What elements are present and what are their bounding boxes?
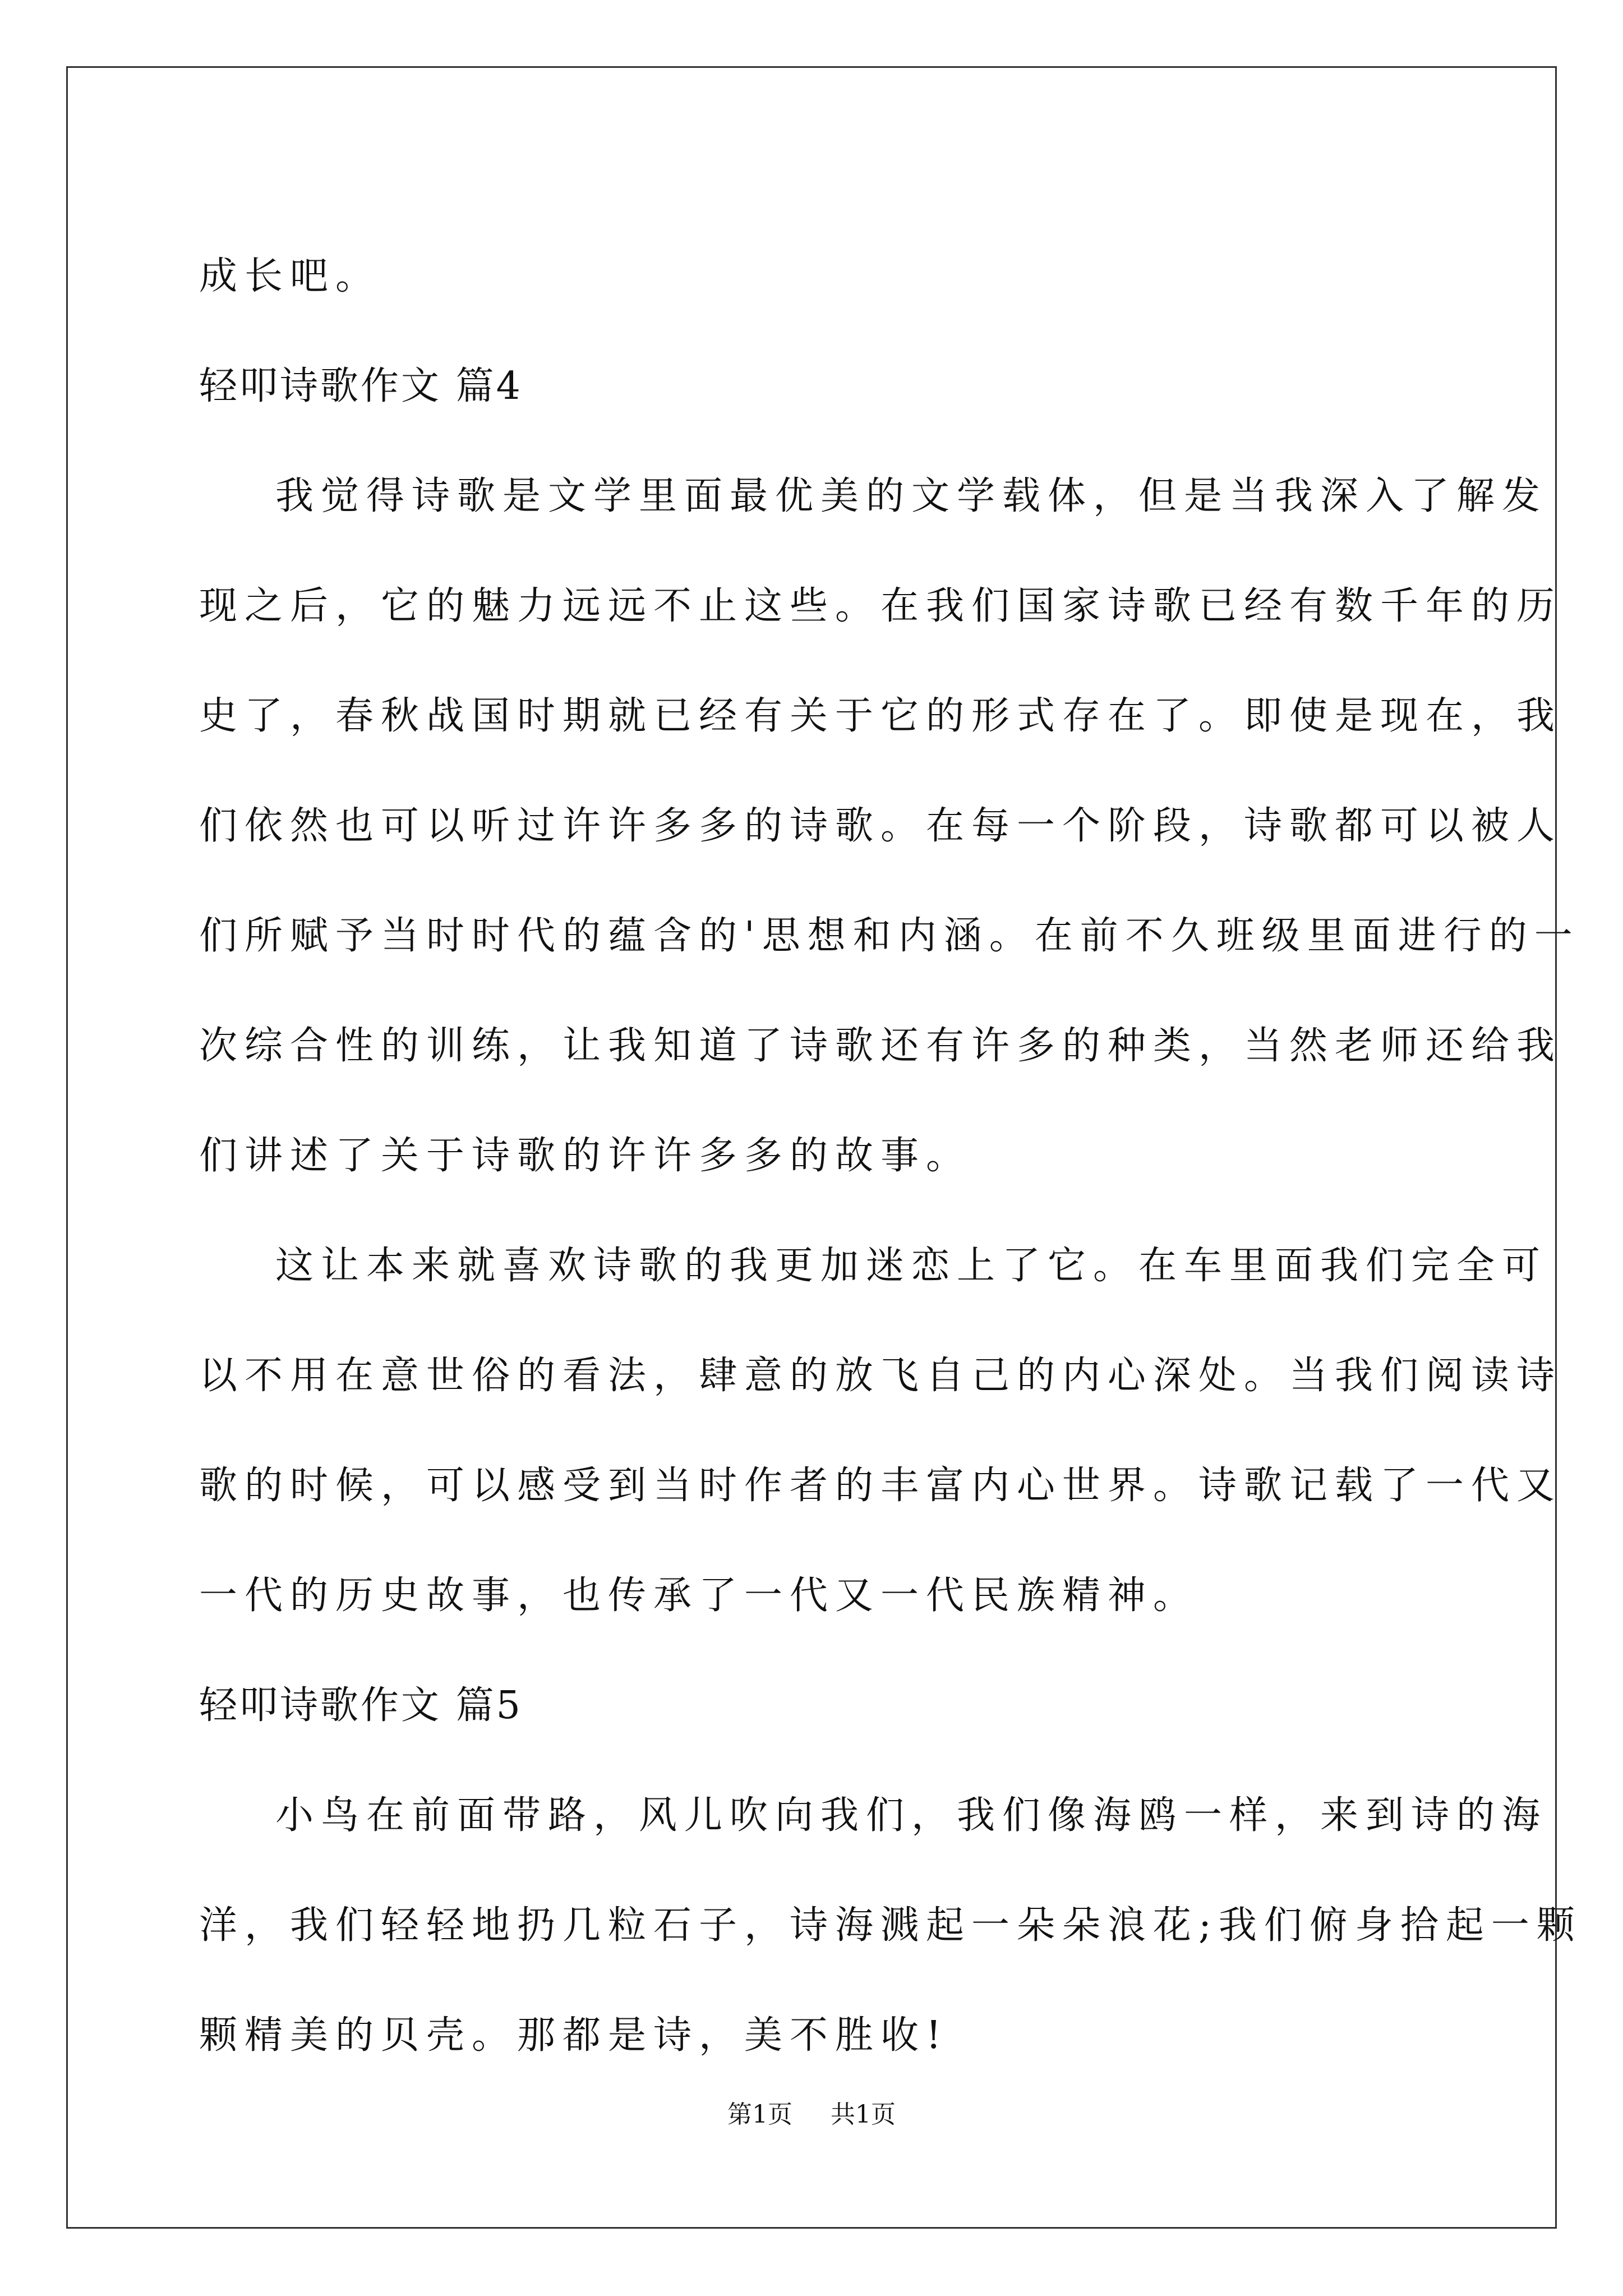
text-line: 一代的历史故事，也传承了一代又一代民族精神。 bbox=[199, 1573, 1199, 1618]
page-footer bbox=[0, 2098, 1623, 2132]
section-heading: 轻叩诗歌作文 篇5 bbox=[199, 1683, 523, 1728]
text-line: 们依然也可以听过许许多多的诗歌。在每一个阶段，诗歌都可以被人 bbox=[199, 804, 1562, 848]
text-line: 洋，我们轻轻地扔几粒石子，诗海溅起一朵朵浪花;我们俯身拾起一颗 bbox=[199, 1903, 1582, 1948]
text-line: 颗精美的贝壳。那都是诗，美不胜收! bbox=[199, 2013, 949, 2058]
paragraph-line: 小鸟在前面带路，风儿吹向我们，我们像海鸥一样，来到诗的海 bbox=[275, 1793, 1548, 1838]
text-line: 们所赋予当时时代的蕴含的'思想和内涵。在前不久班级里面进行的一 bbox=[199, 914, 1580, 958]
text-line: 次综合性的训练，让我知道了诗歌还有许多的种类，当然老师还给我 bbox=[199, 1024, 1562, 1068]
text-line: 成长吧。 bbox=[199, 254, 381, 298]
page-number: 第1页 bbox=[727, 2100, 792, 2129]
text-line: 歌的时候，可以感受到当时作者的丰富内心世界。诗歌记载了一代又 bbox=[199, 1464, 1562, 1508]
paragraph-line: 这让本来就喜欢诗歌的我更加迷恋上了它。在车里面我们完全可 bbox=[275, 1244, 1548, 1288]
document-body bbox=[199, 222, 1582, 2091]
text-line: 现之后，它的魅力远远不止这些。在我们国家诗歌已经有数千年的历 bbox=[199, 584, 1562, 628]
text-line: 史了，春秋战国时期就已经有关于它的形式存在了。即使是现在，我 bbox=[199, 694, 1562, 738]
section-heading: 轻叩诗歌作文 篇4 bbox=[199, 364, 523, 408]
text-line: 们讲述了关于诗歌的许许多多的故事。 bbox=[199, 1134, 972, 1178]
text-line: 以不用在意世俗的看法，肆意的放飞自己的内心深处。当我们阅读诗 bbox=[199, 1354, 1562, 1398]
paragraph-line: 我觉得诗歌是文学里面最优美的文学载体，但是当我深入了解发 bbox=[275, 474, 1548, 518]
page-total: 共1页 bbox=[831, 2100, 896, 2129]
